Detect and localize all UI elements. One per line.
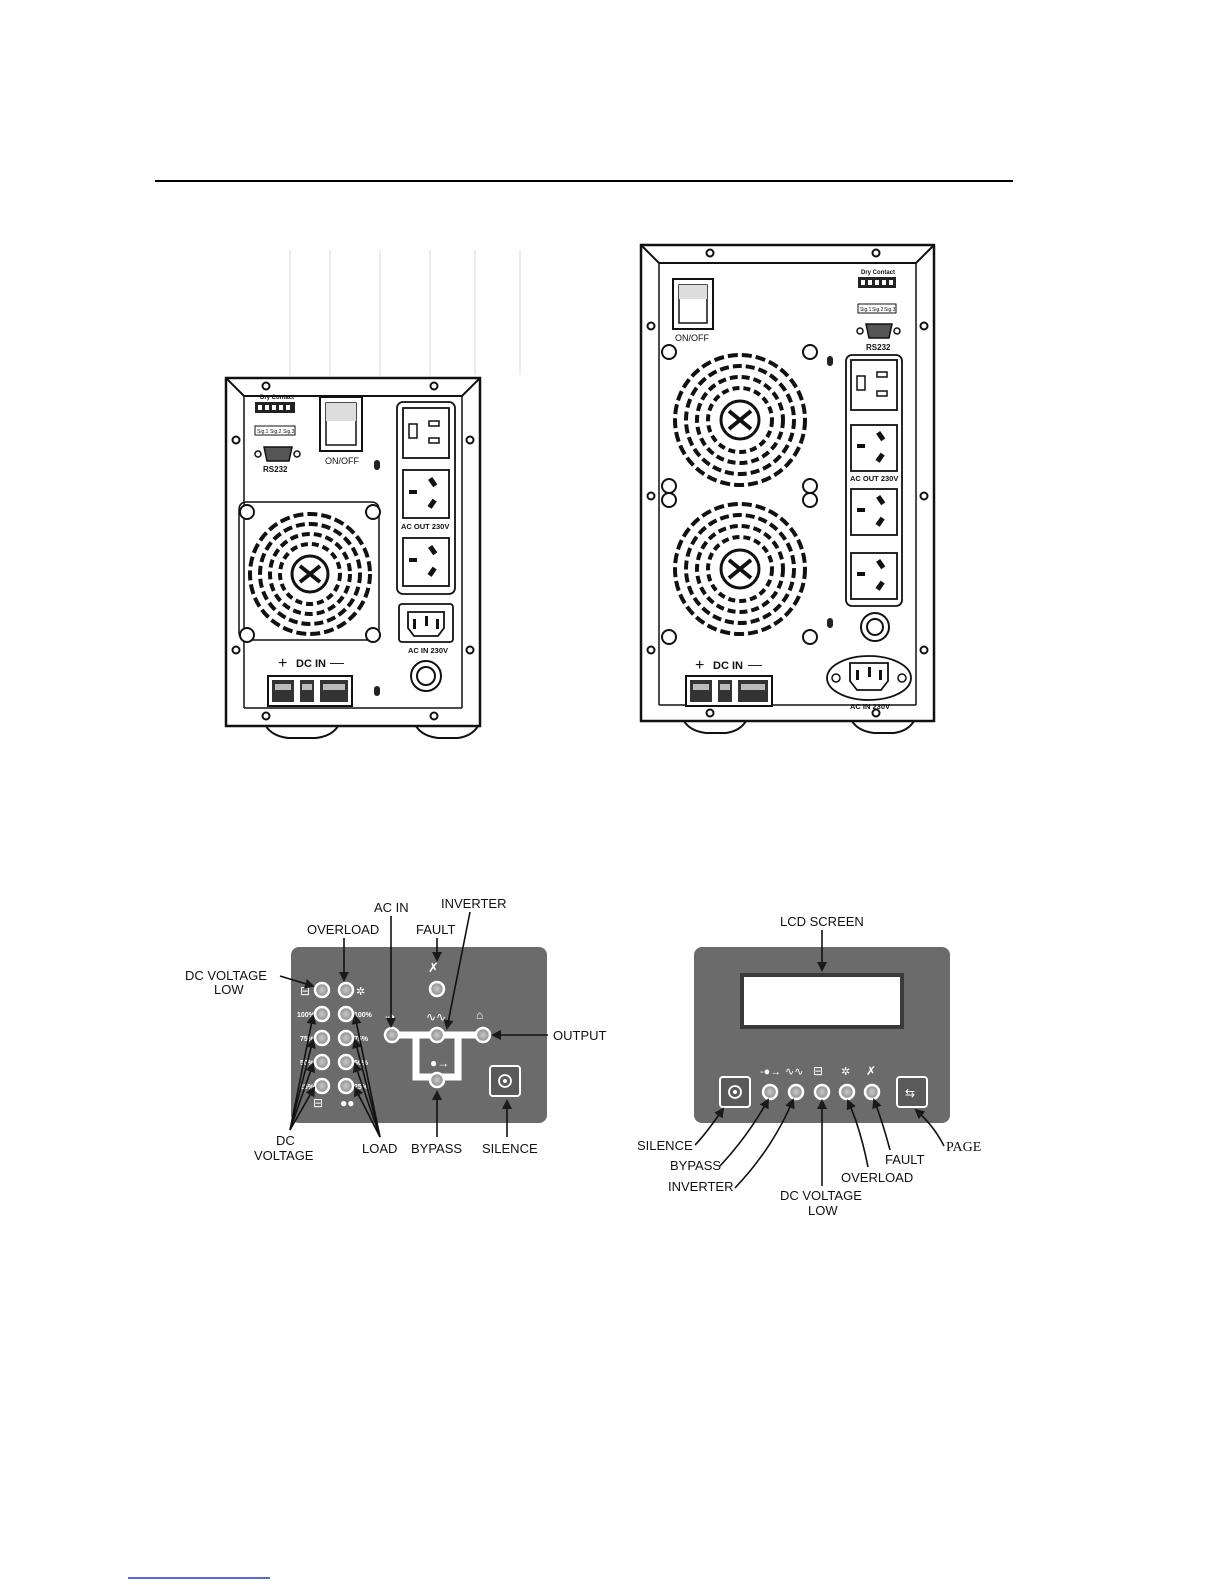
bypass-callout: BYPASS <box>670 1158 722 1173</box>
dc-voltage-low-led <box>315 983 329 997</box>
output-callout: OUTPUT <box>553 1028 607 1043</box>
inverter-callout: INVERTER <box>668 1179 734 1194</box>
inverter-wave-icon: ∿∿ <box>785 1066 804 1078</box>
fault-tools-icon: ✗ <box>866 1064 877 1078</box>
fault-led <box>865 1085 879 1099</box>
dc-level-75-led <box>315 1031 329 1045</box>
dc-voltage-low-callout-line2: LOW <box>214 982 244 997</box>
inverter-led <box>789 1085 803 1099</box>
dc-plus-label: + <box>278 655 288 672</box>
lcd-screen-callout: LCD SCREEN <box>780 914 864 929</box>
ac-out-outlet-3 <box>851 553 897 599</box>
overload-callout: OVERLOAD <box>307 922 380 937</box>
dc-level-50-led <box>315 1055 329 1069</box>
ac-out-outlet-2 <box>851 489 897 535</box>
sig-1-label: Sig.1 <box>860 307 872 313</box>
dc-minus-label: — <box>748 656 762 672</box>
dry-contact-label: Dry Contact <box>260 395 295 401</box>
on-off-label: ON/OFF <box>325 456 359 466</box>
ac-out-outlet-2 <box>403 538 449 586</box>
level-right-25: 25% <box>354 1084 369 1091</box>
fault-callout: FAULT <box>416 922 456 937</box>
level-left-50: 50% <box>300 1060 315 1067</box>
rear-panel-small <box>226 250 520 738</box>
fault-led <box>430 982 444 996</box>
level-right-100: 100% <box>354 1012 372 1019</box>
load-level-50-led <box>339 1055 353 1069</box>
dc-in-label: DC IN <box>713 660 743 672</box>
dc-terminal-block <box>686 676 772 706</box>
fault-callout: FAULT <box>885 1152 925 1167</box>
battery-bottom-icon: ⊟ <box>313 1096 324 1110</box>
output-icon: ⌂ <box>476 1008 484 1022</box>
dc-voltage-callout-line2: VOLTAGE <box>254 1148 314 1163</box>
battery-icon: ⊟ <box>813 1064 824 1078</box>
ac-in-callout: AC IN <box>374 900 409 915</box>
ac-out-outlet-1 <box>851 425 897 471</box>
ac-in-led <box>385 1028 399 1042</box>
bypass-callout: BYPASS <box>411 1141 463 1156</box>
ac-out-label: AC OUT 230V <box>401 522 450 531</box>
ac-in-inlet <box>399 604 453 642</box>
level-left-75: 75% <box>300 1036 315 1043</box>
load-level-75-led <box>339 1031 353 1045</box>
ac-in-label: AC IN 230V <box>408 646 449 655</box>
bypass-led <box>763 1085 777 1099</box>
led-front-panel <box>185 896 607 1163</box>
ac-in-label: AC IN 230V <box>850 702 891 711</box>
on-off-label: ON/OFF <box>675 333 709 343</box>
dc-level-25-led <box>315 1079 329 1093</box>
output-led <box>476 1028 490 1042</box>
dry-contact-label: Dry Contact <box>861 270 896 276</box>
sig-3-label: Sig.3 <box>884 307 896 313</box>
dc-voltage-low-led <box>815 1085 829 1099</box>
page-callout: PAGE <box>946 1140 982 1155</box>
dc-in-label: DC IN <box>296 658 326 670</box>
level-right-50: 50% <box>354 1060 369 1067</box>
bypass-icon: ●→ <box>430 1056 450 1070</box>
load-level-25-led <box>339 1079 353 1093</box>
lcd-screen <box>742 975 902 1027</box>
inverter-led <box>430 1028 444 1042</box>
page-icon: ⇆ <box>905 1086 916 1100</box>
overload-led <box>339 983 353 997</box>
load-callout: LOAD <box>362 1141 398 1156</box>
dc-minus-label: — <box>330 654 344 670</box>
dc-plus-label: + <box>695 657 705 674</box>
rs232-label: RS232 <box>866 343 891 352</box>
dc-level-100-led <box>315 1007 329 1021</box>
bypass-icon: -●→ <box>760 1066 782 1078</box>
level-left-100: 100% <box>297 1012 315 1019</box>
dc-voltage-low-callout-line2: LOW <box>808 1203 838 1218</box>
level-right-75: 75% <box>354 1036 369 1043</box>
load-bottom-icon: ●● <box>340 1096 355 1110</box>
ac-out-label: AC OUT 230V <box>850 474 899 483</box>
lcd-front-panel <box>637 914 981 1218</box>
rs232-label: RS232 <box>263 465 288 474</box>
sig-1-label: Sig.1 <box>257 429 269 435</box>
nema-outlet <box>851 360 897 410</box>
ac-out-outlet-1 <box>403 470 449 518</box>
silence-callout: SILENCE <box>482 1141 538 1156</box>
sig-2-label: Sig.2 <box>872 307 884 313</box>
bypass-led <box>430 1073 444 1087</box>
battery-icon: ⊟ <box>300 984 311 998</box>
fault-tools-icon: ✗ <box>428 960 439 975</box>
nema-outlet <box>403 408 449 458</box>
dc-terminal-block <box>268 676 352 706</box>
overload-icon: ✲ <box>356 986 366 998</box>
silence-callout: SILENCE <box>637 1138 693 1153</box>
dc-voltage-callout-line1: DC <box>276 1133 295 1148</box>
dc-voltage-low-callout-line1: DC VOLTAGE <box>780 1188 862 1203</box>
overload-callout: OVERLOAD <box>841 1170 914 1185</box>
overload-icon: ✲ <box>841 1066 851 1078</box>
inverter-wave-icon: ∿∿ <box>426 1010 447 1024</box>
overload-led <box>840 1085 854 1099</box>
ac-plug-icon: ⇢ <box>385 1010 396 1024</box>
load-level-100-led <box>339 1007 353 1021</box>
sig-2-label: Sig.2 <box>270 429 282 435</box>
sig-3-label: Sig.3 <box>283 429 295 435</box>
dc-voltage-low-callout-line1: DC VOLTAGE <box>185 968 267 983</box>
ac-in-inlet <box>827 656 911 700</box>
inverter-callout: INVERTER <box>441 896 507 911</box>
level-left-25: 25% <box>300 1084 315 1091</box>
rear-panel-large <box>641 245 934 733</box>
